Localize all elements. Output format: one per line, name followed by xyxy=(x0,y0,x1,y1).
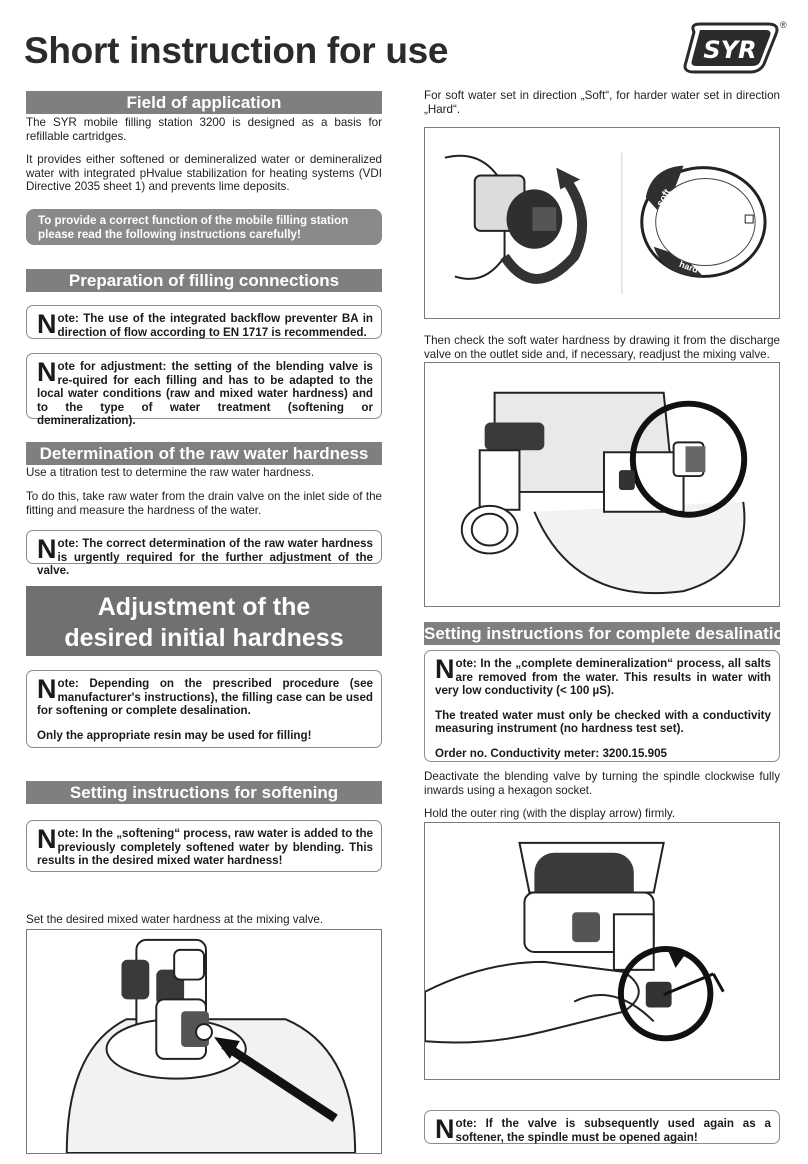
note-initial: N xyxy=(37,534,57,564)
note-initial: N xyxy=(37,357,57,387)
heading-field-of-application: Field of application xyxy=(26,91,382,114)
heading-desalination: Setting instructions for complete desalination xyxy=(424,624,795,643)
note-text: ote: The correct determination of the raw water hardness is urgently required for the further adjustment of the valve. xyxy=(37,537,373,578)
note-reuse-softener xyxy=(424,1110,780,1144)
note-text: ote: If the valve is subsequently used again as a softener, the spindle must be opened again! xyxy=(455,1117,771,1144)
note-text: ote: Depending on the prescribed procedure (see manufacturer's instructions), the filling case can be used for softening or complete desalination. xyxy=(37,677,373,718)
note-text-2: The treated water must only be checked with a conductivity measuring instrument (no hardness test set). xyxy=(435,708,771,736)
note-text: ote: The use of the integrated backflow preventer BA in direction of flow according to EN 1717 is recommended. xyxy=(57,312,373,339)
note-initial: N xyxy=(37,824,57,854)
heading-raw-water-hardness: Determination of the raw water hardness xyxy=(26,442,382,465)
logo-text: SYR xyxy=(703,36,757,64)
note-backflow xyxy=(26,305,382,339)
heading-adjustment-line1: Adjustment of the xyxy=(97,593,311,621)
note-initial: N xyxy=(435,654,455,684)
figure-soft-hard-ring xyxy=(424,127,780,319)
note-demineralization xyxy=(424,650,780,762)
note-text-3: Order no. Conductivity meter: 3200.15.905 xyxy=(435,746,667,760)
note-text-2: Only the appropriate resin may be used for filling! xyxy=(37,728,312,742)
raw-paragraph-2: To do this, take raw water from the drain valve on the inlet side of the fitting and measure the hardness of the water. xyxy=(26,490,382,517)
note-text: ote for adjustment: the setting of the blending valve is re-quired for each filling and has to be adapted to the local water conditions (raw and mixed water hardness) and to the type of water treatment (softening or demineralization). xyxy=(37,360,373,428)
heading-adjustment-line2: desired initial hardness xyxy=(64,624,344,652)
figure-mixing-valve xyxy=(26,929,382,1154)
page-title: Short instruction for use xyxy=(24,30,449,71)
note-text: ote: In the „softening“ process, raw water is added to the previously completely softened water by blending. This results in the desired mixed water hardness! xyxy=(37,827,373,868)
heading-preparation: Preparation of filling connections xyxy=(26,269,382,292)
syr-logo xyxy=(680,20,788,76)
figure-hexagon-socket xyxy=(424,822,780,1080)
ring-label-soft: soft xyxy=(654,187,674,209)
note-initial: N xyxy=(37,309,57,339)
registered-mark: ® xyxy=(780,20,787,30)
note-text: ote: In the „complete demineralization“ process, all salts are removed from the water. This results in water with very low conductivity (< 100 µS). xyxy=(435,657,771,698)
note-softening xyxy=(26,820,382,872)
figure-discharge-valve xyxy=(424,362,780,607)
important-callout: To provide a correct function of the mobile filling station please read the following instructions carefully! xyxy=(26,209,382,245)
note-raw-hardness xyxy=(26,530,382,578)
softening-caption: Set the desired mixed water hardness at the mixing valve. xyxy=(26,913,324,926)
heading-softening: Setting instructions for softening xyxy=(26,781,382,804)
ring-label-hard: hard xyxy=(677,259,700,276)
note-initial: N xyxy=(435,1114,455,1144)
desal-paragraph-1: Deactivate the blending valve by turning the spindle clockwise fully inwards using a hexagon socket. xyxy=(424,770,780,797)
heading-adjustment xyxy=(26,586,382,656)
field-paragraph-1: The SYR mobile filling station 3200 is designed as a basis for refillable cartridges. xyxy=(26,116,382,143)
check-paragraph: Then check the soft water hardness by drawing it from the discharge valve on the outlet side and, if necessary, readjust the mixing valve. xyxy=(424,334,780,361)
field-paragraph-2: It provides either softened or demineralized water or demineralized water with integrated pHvalue stabilization for heating systems (VDI Directive 2035 sheet 1) and prevents lime deposits. xyxy=(26,153,382,194)
note-adjustment xyxy=(26,353,382,428)
soft-hard-paragraph: For soft water set in direction „Soft“, for harder water set in direction „Hard“. xyxy=(424,89,780,116)
note-procedure xyxy=(26,670,382,748)
note-initial: N xyxy=(37,674,57,704)
raw-paragraph-1: Use a titration test to determine the raw water hardness. xyxy=(26,466,315,479)
desal-paragraph-2: Hold the outer ring (with the display arrow) firmly. xyxy=(424,807,676,820)
